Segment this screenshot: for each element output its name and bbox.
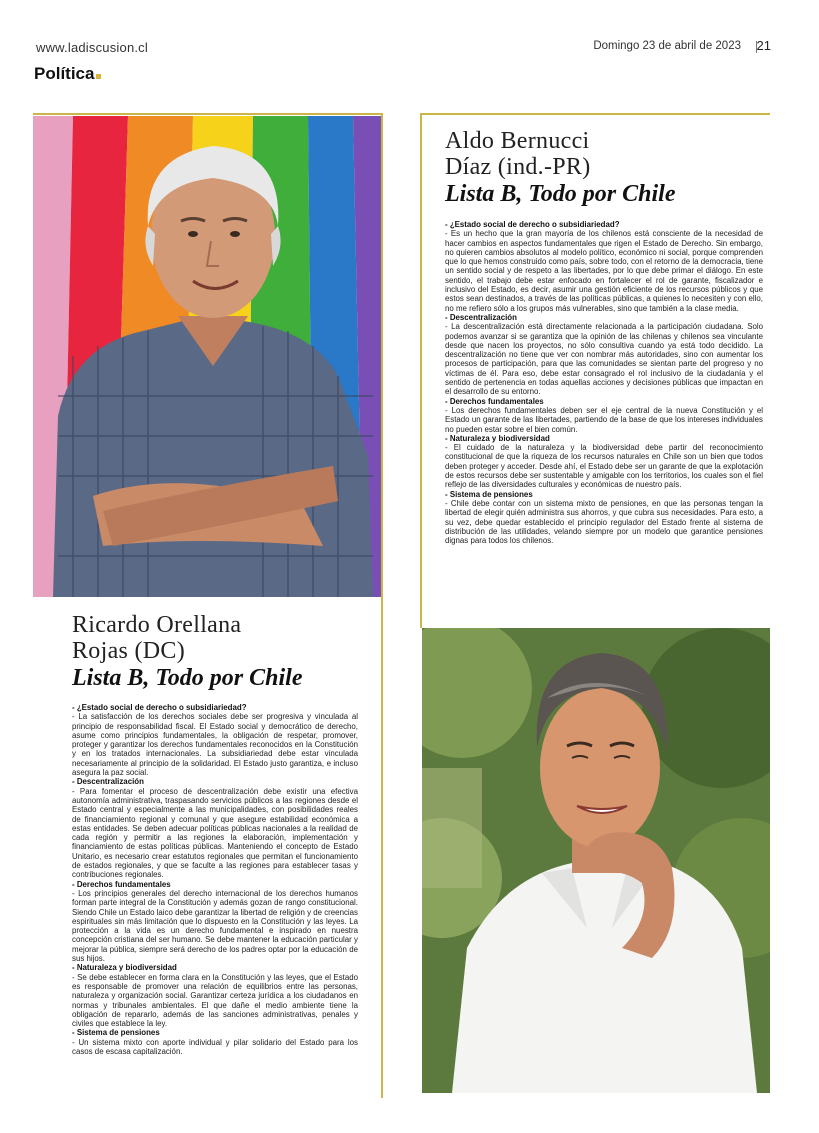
candidate2-heading [445,128,765,208]
candidate1-photo [33,116,381,597]
c1-a5: - Un sistema mixto con aporte individual y pilar solidario del Estado para los casos de escasa capitalización. [72,1037,358,1056]
candidate1-name-line2: Rojas (DC) [72,638,185,664]
section-label: Política [34,64,95,83]
c2-q1: - ¿Estado social de derecho o subsidiariedad? [445,220,620,229]
c1-a1: - La satisfacción de los derechos sociales debe ser progresiva y vinculada al principio de responsabilidad fiscal. El Estado social y democrático de derecho, asume como principios fundamentales, la obligación de respetar, promover, proteger y garantizar los derechos fundamentales reconocidos en la Constitución y en los tratados internacionales. La subsidiariedad debe estar vinculada necesariamente al principio de la solidaridad. El Estado justo garantiza, e incluso asegura la paz social. [72,712,358,778]
c1-q3: - Derechos fundamentales [72,879,171,889]
c1-a4: - Se debe establecer en forma clara en la Constitución y las leyes, que el Estado es responsable de promover una relación de equilibrios entre las personas, naturaleza y organización social. Garantizar certeza jurídica a los ciudadanos en normas y tribunales ambientales. El que dañe el medio ambiente tiene la obligación de repararlo, además de las sanciones administrativas, penales y civiles que establece la ley. [72,972,358,1029]
candidate2-answers [445,220,763,545]
c2-q5: - Sistema de pensiones [445,489,533,499]
c2-q4: - Naturaleza y biodiversidad [445,433,550,443]
candidate1-heading [72,612,372,692]
left-frame-side-rule [381,113,383,1098]
candidate1-answers [72,703,358,1056]
section-title [34,64,101,84]
c2-q2: - Descentralización [445,312,517,322]
right-frame-rule [420,113,770,115]
section-dot [96,74,101,79]
candidate2-name-line2: Díaz (ind.-PR) [445,154,591,180]
candidate2-photo [422,628,770,1093]
candidate2-name-line1: Aldo Bernucci [445,128,590,154]
issue-date: Domingo 23 de abril de 2023 [593,40,741,52]
candidate2-list: Lista B, Todo por Chile [445,181,676,207]
c1-q2: - Descentralización [72,777,144,787]
candidate1-name-line1: Ricardo Orellana [72,612,242,638]
page-number: 21 [756,38,771,53]
right-frame-side-rule [420,113,422,628]
c1-a3: - Los principios generales del derecho internacional de los derechos humanos forman parte integral de la Constitución y además gozan de rango constitucional. Siendo Chile un Estado laico debe garantizar la libertad de religión y de creencias espirituales sin más limitación que lo dispuesto en la Constitución y las leyes. La protección a la vida es un derecho fundamental e inspirado en nuestra concepción cristiana del ser humano. Se debe mantener la educación particular y mejorar la pública, siempre será derecho de los padres optar por la educación de sus hijos. [72,888,358,964]
c2-a4: - El cuidado de la naturaleza y la biodiversidad debe partir del reconocimiento constitucional de que la riqueza de los recursos naturales en Chile son un bien que todos deben proteger y acceder. Desde ahí, el Estado debe ser un garante de que la explotación de estos recursos debe ser sustentable y amigable con los territorios, los cuales son el fiel reflejo de las diversidades culturales y económicas de nuestro país. [445,443,763,490]
left-frame-rule [33,113,383,115]
site-url: www.ladiscusion.cl [36,40,148,55]
c1-q1: - ¿Estado social de derecho o subsidiariedad? [72,703,247,712]
c1-q4: - Naturaleza y biodiversidad [72,963,177,973]
c1-a2: - Para fomentar el proceso de descentralización debe existir una efectiva autonomía administrativa, traspasando servicios públicos a las regiones desde el Estado central y especialmente a las municipalidades, con posibilidades reales de financiamiento regional y comunal y que asegure estabilidad económica a estas entidades. Se deben adecuar políticas públicas nacionales a la realidad de cada región y permitir a las regiones la elaboración, implementación y financiamiento de estas políticas públicas. Manteniendo el concepto de Estado Unitario, es necesario crear estatutos regionales que permitan el funcionamiento de estados regionales, y que se faculte a las regiones para establecer tasas y contribuciones regionales. [72,786,358,880]
c2-a3: - Los derechos fundamentales deben ser el eje central de la nueva Constitución y el Estado un garante de las libertades, partiendo de la base de que los intereses individuales no pueden estar sobre el bien común. [445,405,763,434]
c2-a5: - Chile debe contar con un sistema mixto de pensiones, en que las personas tengan la libertad de elegir quién administra sus ahorros, y que cubra sus necesidades. Para esto, a su vez, debe quedar establecido el principio regulador del Estado frente al sistema de distribución de las utilidades, velando siempre por un modelo que garantice pensiones dignas para todos los chilenos. [445,498,763,546]
c2-a1: - Es un hecho que la gran mayoría de los chilenos está consciente de la necesidad de hacer cambios en aspectos fundamentales que rigen el Estado de Derecho. Sin embargo, no quieren cambios absolutos al modelo político, económico ni social, porque comprenden que lo que hemos construido como país, sobre todo, con el retorno de la democracia, tiene un sentido social y de respeto a las libertades, por lo que debe primar el diálogo. En este sentido, el trabajo debe estar enfocado en fortalecer el rol de garante, fiscalizador e inclusivo del Estado, es decir, asumir una gestión eficiente de los recursos públicos y que estos sean destinados, a través de las políticas públicas, a quienes lo necesiten y con ello, no me refiero sólo a los grupos más vulnerables, sino que también a la clase media. [445,229,764,313]
c1-q5: - Sistema de pensiones [72,1028,160,1038]
c2-a2: - La descentralización está directamente relacionada a la participación ciudadana. Solo podemos avanzar si se garantiza que la opinión de las chilenas y chilenos sea vinculante desde que nacen los proyectos, no sólo consultiva cuando ya está todo decidido. La descentralización no tiene que ver con nombrar más autoridades, sino con aumentar los procesos de participación, para que las comunidades se sientan parte del progreso y no víctimas de él. Para eso, debe estar consagrado el rol inclusivo de la ciudadanía y el sentido de pertenencia en todas aquellas acciones y decisiones públicas que impactan en el desarrollo de su entorno. [445,322,763,397]
c2-q3: - Derechos fundamentales [445,396,544,406]
candidate1-list: Lista B, Todo por Chile [72,665,303,691]
